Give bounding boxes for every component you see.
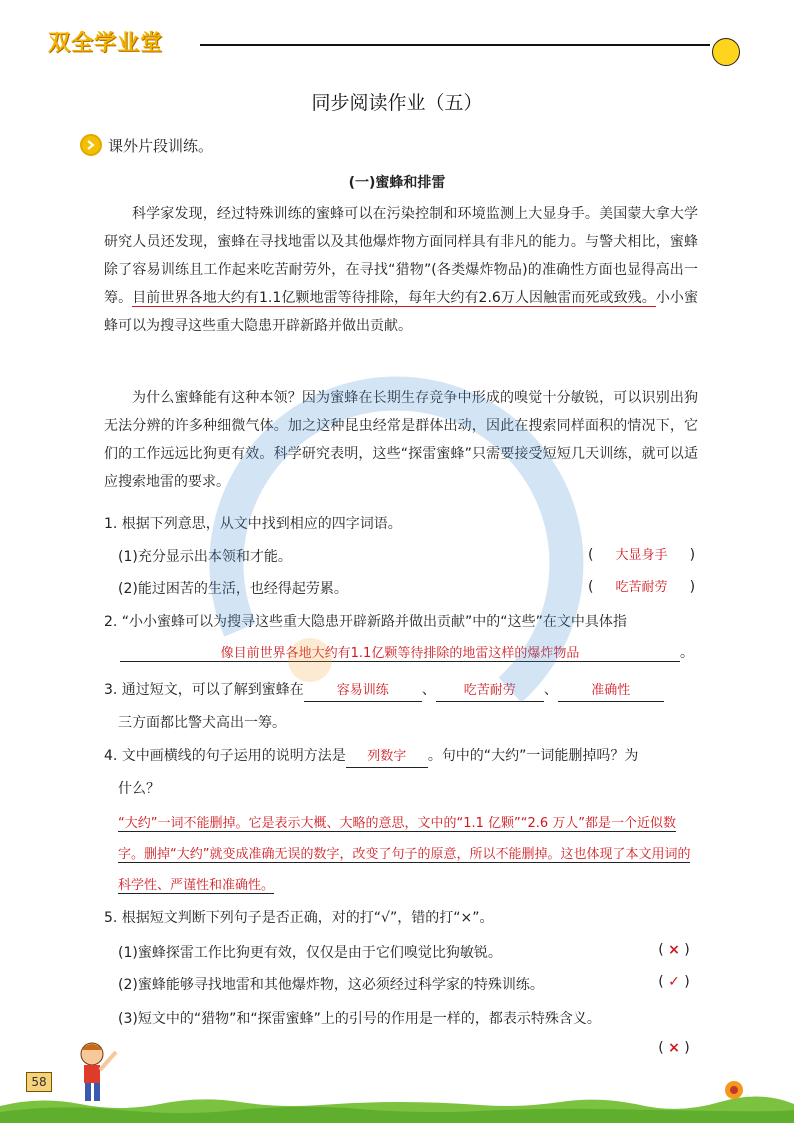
answer-box: ( × ) — [658, 942, 690, 958]
answer-text: 列数字 — [346, 747, 428, 768]
passage-title: (一)蜜蜂和排雷 — [348, 175, 446, 191]
question-2-answer-line: 像目前世界各地大约有1.1亿颗等待排除的地雷这样的爆炸物品 。 — [120, 642, 694, 662]
question-5-item-3: (3)短文中的“猎物”和“探雷蜜蜂”上的引号的作用是一样的，都表示特殊含义。 — [118, 1011, 601, 1027]
answer-text: 容易训练 — [304, 681, 422, 702]
answer-mark: × — [668, 1040, 680, 1056]
answer-mark: × — [668, 942, 680, 958]
question-text: 。句中的“大约”一词能删掉吗？为 — [427, 748, 639, 764]
question-3: 3. 通过短文，可以了解到蜜蜂在 容易训练 、 吃苦耐劳 、 准确性 — [104, 680, 704, 702]
question-5: 5. 根据短文判断下列句子是否正确，对的打“√”，错的打“×”。 — [104, 910, 494, 926]
section-icon — [80, 134, 102, 156]
question-4-answer — [118, 808, 698, 901]
answer-mark: ✓ — [668, 974, 680, 990]
underlined-sentence: 目前世界各地大约有1.1亿颗地雷等待排除，每年大约有2.6万人因触雷而死或致残。 — [132, 290, 656, 306]
answer-box: ( 大显身手 ) — [588, 544, 698, 563]
section-label: 课外片段训练。 — [108, 137, 214, 155]
boy-illustration — [58, 1040, 128, 1106]
answer-text: 准确性 — [558, 681, 664, 702]
page-number: 58 — [26, 1072, 52, 1092]
question-5-item-1: (1)蜜蜂探雷工作比狗更有效，仅仅是由于它们嗅觉比狗敏锐。 — [118, 945, 502, 961]
page-title: 同步阅读作业（五） — [311, 92, 483, 114]
question-4-continued: 什么？ — [118, 781, 160, 797]
question-1-item-1: (1)充分显示出本领和才能。 — [118, 549, 292, 565]
question-1-item-2: (2)能过困苦的生活，也经得起劳累。 — [118, 581, 348, 597]
watermark-logo — [180, 330, 640, 754]
question-text: 3. 通过短文，可以了解到蜜蜂在 — [104, 682, 304, 698]
passage-paragraph-1 — [104, 200, 698, 340]
passage-text: 小小蜜蜂可以为搜寻这些重大隐患开辟新路并做出贡献。 — [104, 290, 699, 334]
sun-icon — [712, 38, 740, 66]
answer-text: 像目前世界各地大约有1.1亿颗等待排除的地雷这样的爆炸物品 — [120, 642, 680, 662]
flower-icon — [722, 1078, 746, 1102]
answer-text: 吃苦耐劳 — [436, 681, 544, 702]
question-1: 1. 根据下列意思，从文中找到相应的四字词语。 — [104, 516, 402, 532]
question-text: 4. 文中画横线的句子运用的说明方法是 — [104, 748, 346, 764]
question-3-continued: 三方面都比警犬高出一筹。 — [118, 715, 286, 731]
passage-text: 科学家发现，经过特殊训练的蜜蜂可以在污染控制和环境监测上大显身手。美国蒙大拿大学研究人员还发现，蜜蜂在寻找地雷以及其他爆炸物方面同样具有非凡的能力。与警犬相比，蜜蜂除了容易训练且工作起来吃苦耐劳外，在寻找“猎物”(各类爆炸物品)的准确性方面也显得高出一筹。 — [104, 206, 698, 306]
answer-text: 吃苦耐劳 — [615, 580, 668, 595]
brand-logo: 双全学业堂 — [48, 31, 164, 56]
passage-paragraph-2: 为什么蜜蜂能有这种本领？因为蜜蜂在长期生存竞争中形成的嗅觉十分敏锐，可以识别出狗无法分辨的许多种细微气体。加之这种昆虫经常是群体出动，因此在搜索同样面积的情况下，它们的工作远远比狗更有效。科学研究表明，这些“探雷蜜蜂”只需要接受短短几天训练，就可以适应搜索地雷的要求。 — [104, 390, 698, 490]
question-2: 2. “小小蜜蜂可以为搜寻这些重大隐患开辟新路并做出贡献”中的“这些”在文中具体指 — [104, 614, 627, 630]
answer-text: “大约”一词不能删掉。它是表示大概、大略的意思，文中的“1.1 亿颗”“2.6 万人”都是一个近似数字。删掉“大约”就变成准确无误的数字，改变了句子的原意，所以不能删掉。这也体现了本文用词的科学性、严谨性和准确性。 — [118, 816, 691, 893]
answer-text: 大显身手 — [615, 548, 668, 563]
header-rule — [200, 44, 710, 46]
question-5-item-2: (2)蜜蜂能够寻找地雷和其他爆炸物，这必须经过科学家的特殊训练。 — [118, 977, 544, 993]
answer-box: ( ✓ ) — [658, 974, 690, 990]
answer-box: ( × ) — [658, 1040, 690, 1056]
answer-box: ( 吃苦耐劳 ) — [588, 576, 698, 595]
